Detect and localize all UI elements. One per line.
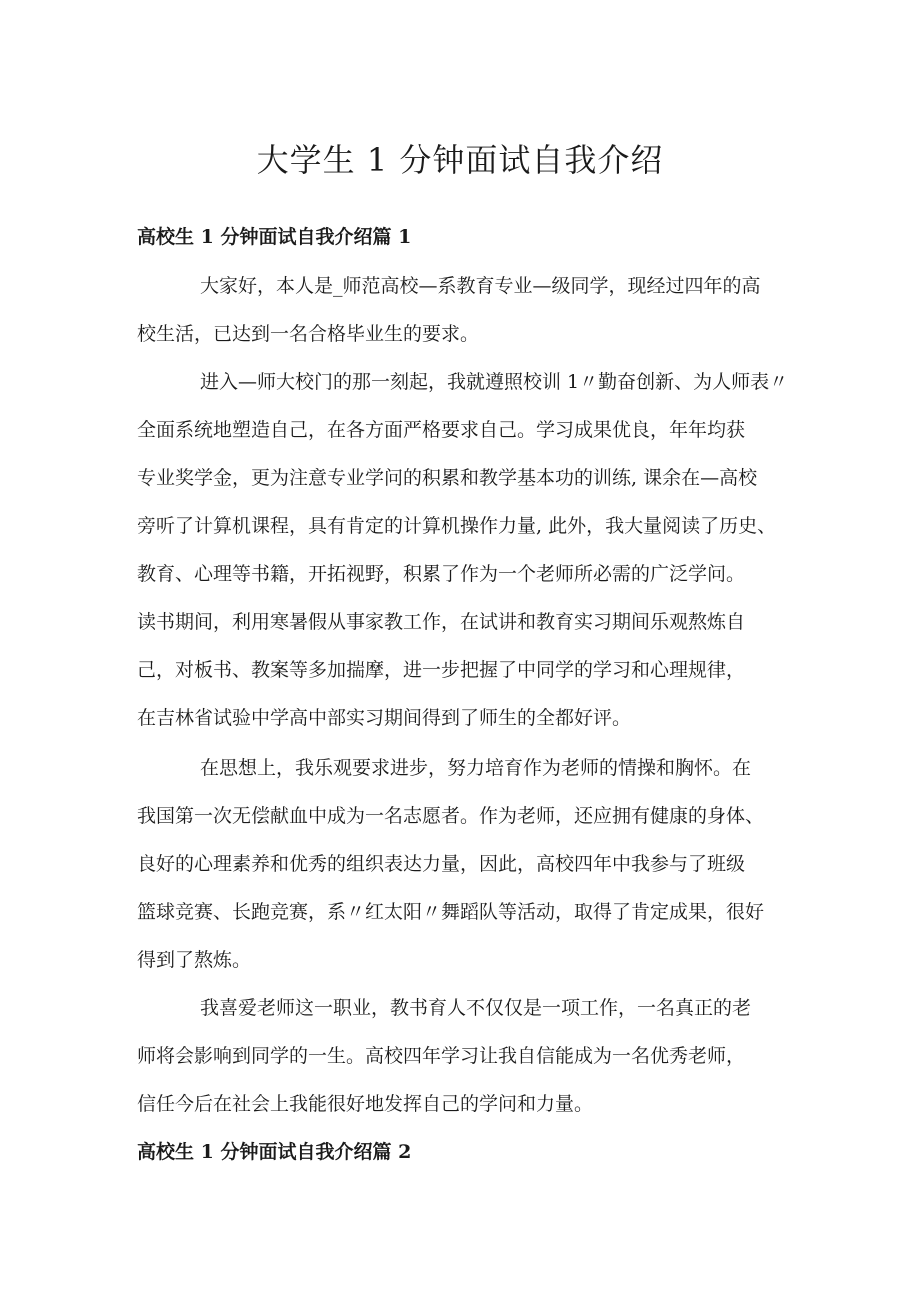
paragraph-2-line-3: 专业奖学金，更为注意专业学问的积累和教学基本功的训练, 课余在—高校 [137, 467, 758, 489]
paragraph-2-line-5: 教育、心理等书籍，开拓视野，积累了作为一个老师所必需的广泛学问。 [137, 563, 746, 585]
paragraph-2-line-1: 进入—师大校门的那一刻起，我就遵照校训 1〃勤奋创新、为人师表〃 [200, 371, 789, 393]
paragraph-1-line-1: 大家好，本人是_师范高校—系教育专业—级同学，现经过四年的高 [200, 275, 761, 297]
paragraph-3-line-3: 良好的心理素养和优秀的组织表达力量，因此，高校四年中我参与了班级 [137, 853, 746, 875]
paragraph-3-line-1: 在思想上，我乐观要求进步，努力培育作为老师的情操和胸怀。在 [200, 757, 752, 779]
paragraph-4-line-3: 信任今后在社会上我能很好地发挥自己的学问和力量。 [137, 1093, 594, 1115]
paragraph-2-line-7: 己，对板书、教案等多加揣摩，进一步把握了中同学的学习和心理规律， [137, 659, 746, 681]
document-title: 大学生 1 分钟面试自我介绍 [256, 141, 664, 179]
section-heading-2: 高校生 1 分钟面试自我介绍篇 2 [137, 1141, 412, 1163]
paragraph-4-line-1: 我喜爱老师这一职业，教书育人不仅仅是一项工作，一名真正的老 [200, 997, 752, 1019]
paragraph-1-line-2: 校生活，已达到一名合格毕业生的要求。 [137, 323, 480, 345]
paragraph-3-line-2: 我国第一次无偿献血中成为一名志愿者。作为老师，还应拥有健康的身体、 [137, 805, 765, 827]
paragraph-2-line-4: 旁听了计算机课程，具有肯定的计算机操作力量, 此外，我大量阅读了历史、 [137, 515, 777, 537]
paragraph-2-line-6: 读书期间，利用寒暑假从事家教工作，在试讲和教育实习期间乐观熬炼自 [137, 611, 746, 633]
paragraph-3-line-5: 得到了熬炼。 [137, 949, 252, 971]
paragraph-2-line-8: 在吉林省试验中学高中部实习期间得到了师生的全都好评。 [137, 707, 632, 729]
paragraph-2-line-2: 全面系统地塑造自己，在各方面严格要求自己。学习成果优良，年年均获 [137, 419, 746, 441]
section-heading-1: 高校生 1 分钟面试自我介绍篇 1 [137, 226, 412, 248]
paragraph-4-line-2: 师将会影响到同学的一生。高校四年学习让我自信能成为一名优秀老师， [137, 1045, 746, 1067]
paragraph-3-line-4: 篮球竞赛、长跑竞赛，系〃红太阳〃舞蹈队等活动，取得了肯定成果，很好 [137, 901, 765, 923]
